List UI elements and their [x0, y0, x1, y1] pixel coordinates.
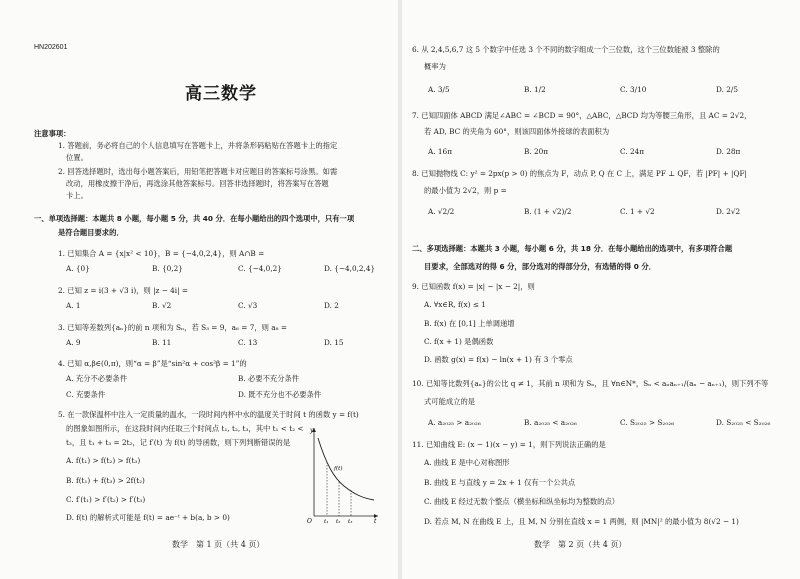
- question-options: [66, 338, 386, 349]
- question-stem: 1. 已知集合 A = {x|x² < 10}，B = {−4,0,2,4}，则 A∩B =: [58, 249, 265, 258]
- y-label: y: [310, 427, 314, 434]
- option: D. 既不充分也不必要条件: [238, 390, 322, 399]
- option: D. 若点 M, N 在曲线 E 上，且 M, N 分别在直线 x = 1 两侧，则 |MN|² 的最小值为 8(√2 − 1): [424, 517, 739, 526]
- question-options: [66, 264, 386, 275]
- notice-line: 改动，用橡皮擦干净后，再选涂其他答案标号。回答非选择题时，将答案写在答题: [66, 179, 329, 188]
- option: D. S₂₀₂₅ < S₂₀₂₆: [716, 418, 771, 427]
- tick-label-t3: t₃: [348, 519, 353, 524]
- option: D. 28π: [716, 147, 741, 156]
- section-heading: 一、单项选择题：本题共 8 小题，每小题 5 分，共 40 分．在每小题给出的四个选项中，只有一项: [34, 214, 355, 223]
- question-stem: 8. 已知抛物线 C: y² = 2px(p > 0) 的焦点为 F，动点 P, Q 在 C 上，满足 PF ⊥ QF，若 |PF| + |QF|: [412, 169, 747, 178]
- option: D. f(t) 的解析式可能是 f(t) = ae⁻ᵗ + b(a, b > 0): [66, 513, 230, 522]
- tick-label-t2: t₂: [336, 519, 341, 524]
- section-heading: 二、多项选择题：本题共 3 小题，每小题 6 分，共 18 分．在每小题给出的选项中，有多项符合题: [412, 244, 733, 253]
- option: D. 2: [324, 301, 339, 310]
- option: A. a₂₀₂₅ > a₂₀₂₆: [428, 418, 481, 427]
- question-stem: t₃，且 t₁ + t₃ = 2t₂，记 f′(t) 为 f(t) 的导函数，则下列判断错误的是: [66, 438, 291, 447]
- option: D. 15: [324, 338, 344, 347]
- option: A. 充分不必要条件: [66, 374, 127, 383]
- section-heading: 是符合题目要求的．: [58, 228, 124, 237]
- option: B. √2: [152, 301, 172, 310]
- option: C. 24π: [620, 147, 645, 156]
- section-heading: 目要求，全部选对的得 6 分，部分选对的得部分分，有选错的得 0 分．: [424, 262, 656, 271]
- option: D. 2/5: [716, 85, 738, 94]
- option: C. 1 + √2: [620, 207, 655, 216]
- page-title: 高三数学: [185, 84, 257, 104]
- option: C. 13: [238, 338, 258, 347]
- curve-label: f(t): [334, 466, 343, 472]
- question-stem: 5. 在一款保温杯中注入一定质量的温水，一段时间内杯中水的温度关于时间 t 的函数 y = f(t): [58, 410, 359, 419]
- option: B. 11: [152, 338, 172, 347]
- option: A. 3/5: [428, 85, 450, 94]
- option: B. 20π: [524, 147, 549, 156]
- option: B. {0,2}: [152, 264, 183, 273]
- question-options: [428, 418, 788, 429]
- question-stem: 2. 已知 z = i(3 + √3 i)，则 |z − 4i| =: [58, 286, 188, 295]
- x-label: t: [374, 518, 377, 524]
- page-footer: 数学 第 1 页（共 4 页）: [172, 540, 265, 549]
- question-stem: 概率为: [424, 62, 446, 71]
- question-options: [66, 374, 386, 385]
- option: C. 3/10: [620, 85, 647, 94]
- question-stem: 3. 已知等差数列{aₙ}的前 n 项和为 Sₙ，若 S₃ = 9，a₆ = 7，则 a₈ =: [58, 323, 287, 332]
- question-options: [428, 207, 788, 218]
- option: B. (1 + √2)/2: [524, 207, 572, 216]
- option: C. {−4,0,2}: [238, 264, 282, 273]
- question-options: [66, 301, 386, 312]
- question-options: [428, 85, 788, 96]
- question-stem: 若 AD, BC 的夹角为 60°，则该四面体外接球的表面积为: [424, 127, 610, 136]
- option: A. 曲线 E 是中心对称图形: [424, 458, 510, 467]
- question-stem: 的最小值为 2√2，则 p =: [424, 186, 507, 195]
- question-options: [428, 147, 788, 158]
- question-stem: 11. 已知曲线 E: (x − 1)(x − y) = 1，则下列说法正确的是: [412, 440, 606, 449]
- option: B. a₂₀₂₅ < a₂₀₂₆: [524, 418, 577, 427]
- question-options: [66, 390, 386, 401]
- option: D. 函数 g(x) = f(x) − ln(x + 1) 有 3 个零点: [424, 355, 573, 364]
- option: A. f(t₁) > f(t₂) > f(t₃): [66, 456, 141, 465]
- question-stem: 10. 已知等比数列{aₙ}的公比 q ≠ 1，其前 n 项和为 Sₙ，且 ∀n∈N*，Sₙ < aₙaₙ₊₁/(aₙ − aₙ₊₁)，则下列不等: [412, 379, 769, 388]
- question-stem: 6. 从 2,4,5,6,7 这 5 个数字中任选 3 个不同的数字组成一个三位数，这个三位数能被 3 整除的: [412, 45, 720, 54]
- option: C. f(x + 1) 是偶函数: [424, 337, 494, 346]
- option: A. √2/2: [428, 207, 455, 216]
- exam-page-2: [402, 0, 800, 579]
- question-stem: 4. 已知 α,β∈(0,π)，则“α = β”是“sin²α + cos²β = 1”的: [58, 359, 247, 368]
- option: B. f(t₁) + f(t₃) > 2f(t₂): [66, 476, 145, 485]
- curve-f: [318, 438, 374, 500]
- option: C. 充要条件: [66, 390, 106, 399]
- exam-page-1: [0, 0, 398, 579]
- option: B. 曲线 E 与直线 y = 2x + 1 仅有一个公共点: [424, 478, 576, 487]
- option: A. ∀x∈R, f(x) ≤ 1: [424, 300, 486, 309]
- option: C. √3: [238, 301, 258, 310]
- option: D. 2√2: [716, 207, 741, 216]
- option: B. 必要不充分条件: [238, 374, 300, 383]
- option: A. {0}: [66, 264, 90, 273]
- tick-label-t1: t₁: [324, 519, 329, 524]
- option: A. 1: [66, 301, 81, 310]
- notice-line: 卡上。: [66, 191, 88, 200]
- option: A. 9: [66, 338, 81, 347]
- option: B. f(x) 在 [0,1] 上单调递增: [424, 319, 515, 328]
- origin-label: O: [307, 518, 312, 524]
- question-stem: 7. 已知四面体 ABCD 满足∠ABC = ∠BCD = 90°，△ABC，△BCD 均为等腰三角形，且 AC = 2√2，: [412, 111, 752, 120]
- option: A. 16π: [428, 147, 452, 156]
- question-stem: 9. 已知函数 f(x) = |x| − |x − 2|，则: [412, 282, 535, 291]
- notice-line: 位置。: [66, 153, 88, 162]
- option: C. f′(t₁) > f′(t₂) > f′(t₃): [66, 495, 146, 504]
- option: C. 曲线 E 经过无数个整点（横坐标和纵坐标均为整数的点）: [424, 497, 620, 506]
- temperature-graph: [300, 424, 380, 524]
- question-stem: 式可能成立的是: [424, 397, 476, 406]
- option: B. 1/2: [524, 85, 546, 94]
- paper-code: HN202601: [34, 44, 68, 51]
- option: D. {−4,0,2,4}: [324, 264, 376, 273]
- notice-line: 1. 答题前，务必将自己的个人信息填写在答题卡上，并将条形码粘贴在答题卡上的指定: [58, 141, 338, 150]
- question-stem: 的图象如图所示，在这段时间内任取三个时间点 t₁, t₂, t₃，其中 t₁ < t₂ <: [66, 424, 304, 433]
- notice-line: 2. 回答选择题时，选出每小题答案后，用铅笔把答题卡对应题目的答案标号涂黑。如需: [58, 167, 338, 176]
- page-footer: 数学 第 2 页（共 4 页）: [534, 540, 627, 549]
- option: C. S₂₀₂₅ > S₂₀₂₆: [620, 418, 675, 427]
- notice-heading: 注意事项：: [34, 129, 71, 138]
